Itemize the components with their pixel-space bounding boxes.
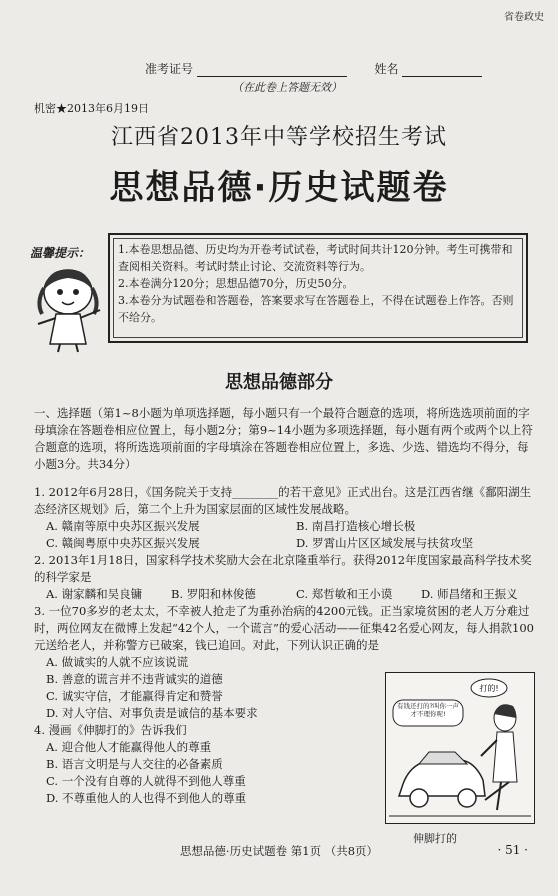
cartoon-bubble-2: 有钱还打的?叫你一声才不理你呢! — [397, 702, 459, 718]
question-stem: 3. 一位70多岁的老太太，不幸被人抢走了为重孙治病的4200元钱。正当家境贫困的老人万分难过时，两位网友在微博上发起“42个人，一个谎言”的爱心活动——征集42名爱心网友，每人捐款100元送给老人，并称警方已破案，钱已追回。对此，下列认识正确的是 — [34, 604, 534, 652]
question-4 — [34, 722, 374, 807]
tips-label: 温馨提示： — [30, 246, 91, 260]
section-instructions: 一、选择题（第1~8小题为单项选择题，每小题只有一个最符合题意的选项，将所选选项前面的字母填涂在答题卷相应位置上，每小题2分；第9~14小题为多项选择题，每小题有两个或两个以上符合题意的选项，将所选选项前面的字母填涂在答题卷相应位置上，多选、少选、错选均不得分，每小题3分。共34分） — [34, 406, 533, 471]
name-blank — [402, 64, 482, 77]
girl-mascot-illustration — [28, 262, 118, 354]
option-b: B. 语言文明是与人交往的必备素质 — [46, 757, 223, 771]
option-b: B. 罗阳和林俊德 — [171, 587, 256, 601]
option-c: C. 诚实守信，才能赢得肯定和赞誉 — [46, 689, 223, 703]
question-2 — [34, 552, 534, 603]
question-3-options — [34, 654, 374, 722]
id-blank — [197, 64, 347, 77]
option-a: A. 谢家麟和吴良镛 — [46, 587, 143, 601]
page-number: · 51 · — [497, 843, 528, 857]
option-c: C. 郑哲敏和王小谟 — [296, 587, 393, 601]
option-row — [34, 586, 534, 603]
question-stem: 2. 2013年1月18日，国家科学技术奖励大会在北京隆重举行。获得2012年度国家最高科学技术奖的科学家是 — [34, 553, 532, 584]
section-title: 思想品德部分 — [225, 372, 333, 393]
option-c: C. 赣闽粤原中央苏区振兴发展 — [46, 536, 200, 550]
option-d: D. 罗霄山片区区域发展与扶贫攻坚 — [296, 536, 474, 550]
tip-item: 3.本卷分为试题卷和答题卷，答案要求写在答题卷上，不得在试题卷上作答。否则不给分。 — [118, 294, 514, 324]
option-b: B. 善意的谎言并不违背诚实的道德 — [46, 672, 223, 686]
question-1 — [34, 484, 534, 552]
tip-item: 2.本卷满分120分；思想品德70分，历史50分。 — [118, 277, 354, 290]
question-stem: 1. 2012年6月28日，《国务院关于支持________的若干意见》正式出台。这是江西省继《鄱阳湖生态经济区规划》后，第二个上升为国家层面的区域性发展战略。 — [34, 485, 532, 516]
answer-note: （在此卷上答题无效） — [232, 81, 342, 94]
option-a: A. 做诚实的人就不应该说谎 — [46, 655, 189, 669]
id-label: 准考证号 — [145, 62, 194, 76]
corner-label: 省卷政史 — [504, 12, 544, 23]
option-d: D. 师昌绪和王振义 — [421, 587, 518, 601]
paper-title: 思想品德·历史试题卷 — [109, 168, 449, 208]
cartoon-bubble-1: 打的! — [479, 684, 499, 693]
question-stem: 4. 漫画《伸脚打的》告诉我们 — [34, 723, 187, 737]
option-row — [34, 518, 534, 535]
page-footer: 思想品德·历史试题卷 第1页 （共8页） — [179, 844, 379, 858]
option-row — [34, 535, 534, 552]
tips-box — [108, 233, 528, 343]
option-a: A. 迎合他人才能赢得他人的尊重 — [46, 740, 212, 754]
question-3 — [34, 603, 534, 654]
candidate-id-line — [145, 60, 482, 77]
option-c: C. 一个没有自尊的人就得不到他人尊重 — [46, 774, 246, 788]
cartoon-caption: 伸脚打的 — [413, 832, 457, 845]
option-d: D. 不尊重他人的人也得不到他人的尊重 — [46, 791, 247, 805]
secret-date: 机密★2013年6月19日 — [34, 102, 149, 115]
tip-item: 1.本卷思想品德、历史均为开卷考试试卷，考试时间共计120分钟。考生可携带和查阅相关资料。考试时禁止讨论、交流资料等行为。 — [118, 243, 513, 273]
option-b: B. 南昌打造核心增长极 — [296, 519, 416, 533]
option-d: D. 对人守信、对事负责是诚信的基本要求 — [46, 706, 258, 720]
exam-title: 江西省2013年中等学校招生考试 — [111, 125, 447, 150]
cartoon-illustration — [385, 672, 535, 824]
option-a: A. 赣南等原中央苏区振兴发展 — [46, 519, 200, 533]
name-label: 姓名 — [374, 62, 399, 76]
